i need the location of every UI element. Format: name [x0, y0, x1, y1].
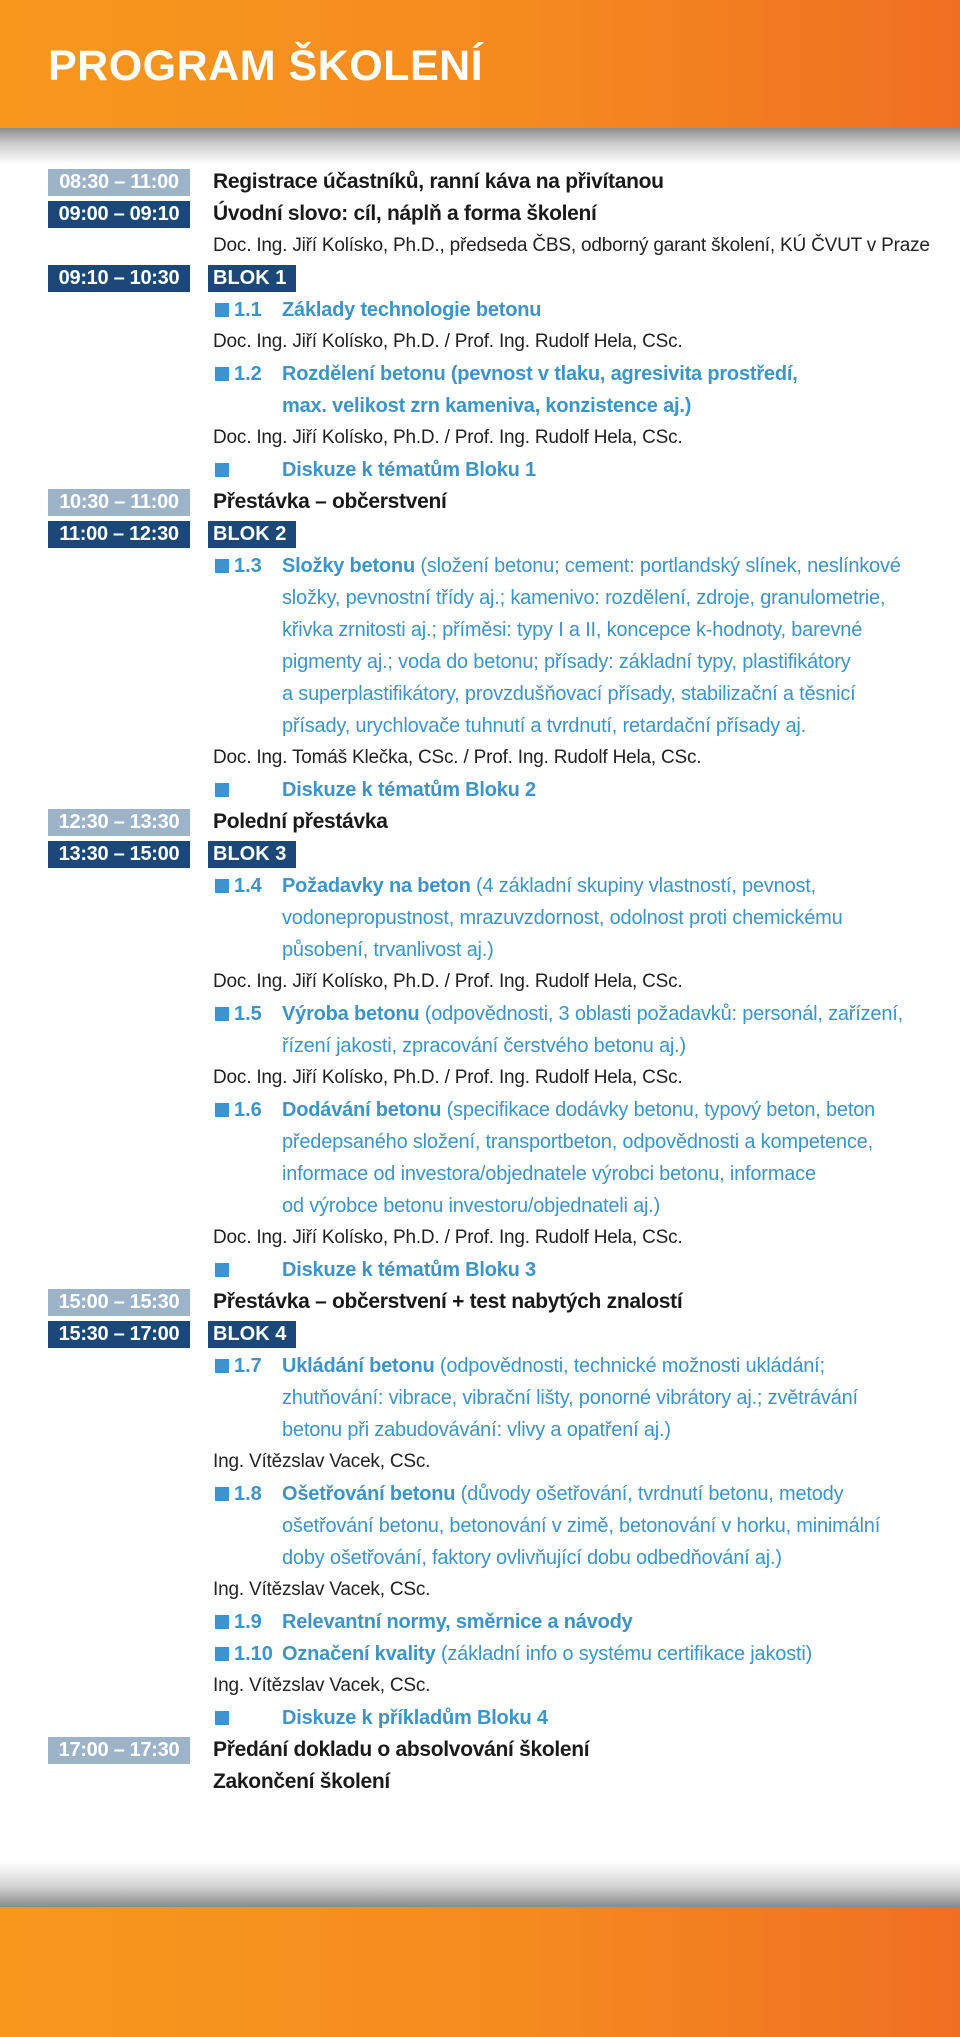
item-description: ošetřování betonu, betonování v zimě, betonování v horku, minimální — [282, 1515, 881, 1537]
item-number: 1.7 — [234, 1355, 262, 1377]
item-text — [282, 454, 942, 486]
block-label: BLOK 2 — [208, 521, 296, 548]
item-text — [282, 998, 942, 1062]
page-title: PROGRAM ŠKOLENÍ — [48, 42, 484, 90]
item-description: (specifikace dodávky betonu, typový beton, beton — [441, 1099, 876, 1121]
item-description: doby ošetřování, faktory ovlivňující dobu odbedňování aj.) — [282, 1547, 782, 1569]
agenda-item — [213, 998, 933, 1062]
item-text — [282, 1638, 942, 1670]
time-slot: 09:10 – 10:30 — [48, 265, 190, 292]
discussion-item — [213, 454, 933, 486]
session-title: Polední přestávka — [213, 810, 388, 833]
item-number: 1.10 — [234, 1643, 273, 1665]
speaker: Doc. Ing. Jiří Kolísko, Ph.D. / Prof. Ing. Rudolf Hela, CSc. — [213, 971, 683, 992]
session-title: Přestávka – občerstvení + test nabytých znalostí — [213, 1290, 683, 1313]
speaker-row — [0, 742, 960, 774]
time-slot: 10:30 – 11:00 — [48, 489, 190, 516]
bullet-square-icon — [215, 559, 229, 573]
item-description: od výrobce betonu investoru/objednateli aj.) — [282, 1195, 661, 1217]
item-description: (odpovědnosti, 3 oblasti požadavků: personál, zařízení, — [419, 1003, 903, 1025]
speaker: Ing. Vítězslav Vacek, CSc. — [213, 1579, 431, 1600]
session-title: Přestávka – občerstvení — [213, 490, 447, 513]
schedule-row — [0, 838, 960, 870]
item-description: a superplastifikátory, provzdušňovací přísady, stabilizační a těsnicí — [282, 683, 856, 705]
bullet-square-icon — [215, 367, 229, 381]
time-slot: 12:30 – 13:30 — [48, 809, 190, 836]
footer-banner — [0, 1907, 960, 2037]
agenda-item — [213, 870, 933, 966]
time-slot: 15:00 – 15:30 — [48, 1289, 190, 1316]
speaker: Doc. Ing. Jiří Kolísko, Ph.D. / Prof. Ing. Rudolf Hela, CSc. — [213, 1227, 683, 1248]
item-description: (4 základní skupiny vlastností, pevnost, — [470, 875, 817, 897]
bullet-square-icon — [215, 1615, 229, 1629]
schedule-row — [0, 1318, 960, 1350]
bullet-square-icon — [215, 1359, 229, 1373]
item-title: Ošetřování betonu — [282, 1483, 456, 1505]
time-slot: 13:30 – 15:00 — [48, 841, 190, 868]
item-description: betonu při zabudovávání: vlivy a opatření aj.) — [282, 1419, 671, 1441]
speaker-row — [0, 1574, 960, 1606]
bullet-square-icon — [215, 879, 229, 893]
item-description: vodonepropustnost, mrazuvzdornost, odolnost proti chemickému — [282, 907, 843, 929]
bullet-square-icon — [215, 463, 229, 477]
speaker: Doc. Ing. Jiří Kolísko, Ph.D. / Prof. Ing. Rudolf Hela, CSc. — [213, 427, 683, 448]
agenda-item — [213, 1350, 933, 1446]
schedule-row — [0, 198, 960, 230]
speaker: Ing. Vítězslav Vacek, CSc. — [213, 1451, 431, 1472]
session-title: Úvodní slovo: cíl, náplň a forma školení — [213, 202, 597, 225]
item-description: křivka zrnitosti aj.; příměsi: typy I a II, koncepce k-hodnoty, barevné — [282, 619, 863, 641]
schedule-row — [0, 806, 960, 838]
item-title: Relevantní normy, směrnice a návody — [282, 1611, 633, 1633]
item-title: Ukládání betonu — [282, 1355, 435, 1377]
item-text — [282, 1094, 942, 1222]
item-description: přísady, urychlovače tuhnutí a tvrdnutí, retardační přísady aj. — [282, 715, 806, 737]
discussion-title: Diskuze k tématům Bloku 2 — [282, 779, 536, 801]
item-text — [282, 1702, 942, 1734]
item-description: (základní info o systému certifikace jakosti) — [435, 1643, 813, 1665]
item-description: (složení betonu; cement: portlandský slínek, neslínkové — [414, 555, 901, 577]
item-number: 1.1 — [234, 299, 262, 321]
speaker: Doc. Ing. Jiří Kolísko, Ph.D. / Prof. Ing. Rudolf Hela, CSc. — [213, 331, 683, 352]
block-label: BLOK 4 — [208, 1321, 296, 1348]
header-banner — [0, 0, 960, 128]
item-description: (odpovědnosti, technické možnosti ukládání; — [434, 1355, 825, 1377]
schedule-row — [0, 166, 960, 198]
agenda-item — [213, 1478, 933, 1574]
time-slot: 08:30 – 11:00 — [48, 169, 190, 196]
item-title-line: Rozdělení betonu (pevnost v tlaku, agresivita prostředí, — [282, 363, 798, 385]
bullet-square-icon — [215, 1487, 229, 1501]
speaker: Doc. Ing. Jiří Kolísko, Ph.D., předseda ČBS, odborný garant školení, KÚ ČVUT v Praze — [213, 235, 930, 256]
item-title: Výroba betonu — [282, 1003, 420, 1025]
session-title: Předání dokladu o absolvování školení — [213, 1738, 590, 1761]
item-text — [282, 294, 942, 326]
session-title: Zakončení školení — [213, 1770, 390, 1793]
speaker-row — [0, 1222, 960, 1254]
bullet-square-icon — [215, 303, 229, 317]
discussion-title: Diskuze k tématům Bloku 1 — [282, 459, 536, 481]
bullet-square-icon — [215, 1103, 229, 1117]
schedule-row — [0, 262, 960, 294]
item-number: 1.6 — [234, 1099, 262, 1121]
item-description: působení, trvanlivost aj.) — [282, 939, 494, 961]
discussion-item — [213, 1702, 933, 1734]
item-title: Dodávání betonu — [282, 1099, 442, 1121]
speaker-row — [0, 966, 960, 998]
item-description: zhutňování: vibrace, vibrační lišty, ponorné vibrátory aj.; zvětrávání — [282, 1387, 858, 1409]
item-number: 1.2 — [234, 363, 262, 385]
speaker-row — [0, 326, 960, 358]
time-slot: 17:00 – 17:30 — [48, 1737, 190, 1764]
item-number: 1.9 — [234, 1611, 262, 1633]
speaker: Doc. Ing. Jiří Kolísko, Ph.D. / Prof. Ing. Rudolf Hela, CSc. — [213, 1067, 683, 1088]
agenda-item — [213, 1606, 933, 1638]
discussion-title: Diskuze k příkladům Bloku 4 — [282, 1707, 548, 1729]
discussion-item — [213, 774, 933, 806]
item-title: Základy technologie betonu — [282, 299, 542, 321]
schedule-row — [0, 1734, 960, 1766]
session-title: Registrace účastníků, ranní káva na přivítanou — [213, 170, 664, 193]
agenda-item — [213, 294, 933, 326]
schedule-row — [0, 518, 960, 550]
item-text — [282, 1254, 942, 1286]
agenda-item — [213, 550, 933, 742]
item-text — [282, 550, 942, 742]
time-slot: 09:00 – 09:10 — [48, 201, 190, 228]
item-text — [282, 1350, 942, 1446]
speaker-row — [0, 422, 960, 454]
header-shadow — [0, 128, 960, 164]
discussion-title: Diskuze k tématům Bloku 3 — [282, 1259, 536, 1281]
item-title-line: max. velikost zrn kameniva, konzistence aj.) — [282, 395, 692, 417]
discussion-item — [213, 1254, 933, 1286]
bullet-square-icon — [215, 1711, 229, 1725]
item-description: pigmenty aj.; voda do betonu; přísady: základní typy, plastifikátory — [282, 651, 851, 673]
speaker-row — [0, 230, 960, 262]
bullet-square-icon — [215, 1647, 229, 1661]
item-description: řízení jakosti, zpracování čerstvého betonu aj.) — [282, 1035, 686, 1057]
item-description: složky, pevnostní třídy aj.; kamenivo: rozdělení, zdroje, granulometrie, — [282, 587, 886, 609]
item-text — [282, 774, 942, 806]
speaker-row — [0, 1446, 960, 1478]
speaker-row — [0, 1062, 960, 1094]
schedule-row — [0, 486, 960, 518]
item-text — [282, 1478, 942, 1574]
item-description: (důvody ošetřování, tvrdnutí betonu, metody — [455, 1483, 844, 1505]
bullet-square-icon — [215, 1263, 229, 1277]
block-label: BLOK 3 — [208, 841, 296, 868]
item-number: 1.3 — [234, 555, 262, 577]
schedule-row — [0, 1286, 960, 1318]
speaker: Doc. Ing. Tomáš Klečka, CSc. / Prof. Ing. Rudolf Hela, CSc. — [213, 747, 702, 768]
item-description: informace od investora/objednatele výrobci betonu, informace — [282, 1163, 816, 1185]
time-slot: 15:30 – 17:00 — [48, 1321, 190, 1348]
footer-shadow — [0, 1862, 960, 1907]
item-text — [282, 870, 942, 966]
item-title: Složky betonu — [282, 555, 415, 577]
item-number: 1.8 — [234, 1483, 262, 1505]
bullet-square-icon — [215, 783, 229, 797]
time-slot: 11:00 – 12:30 — [48, 521, 190, 548]
speaker-row — [0, 1670, 960, 1702]
item-text — [282, 1606, 942, 1638]
block-label: BLOK 1 — [208, 265, 296, 292]
item-number: 1.5 — [234, 1003, 262, 1025]
agenda-item — [213, 358, 933, 422]
bullet-square-icon — [215, 1007, 229, 1021]
item-text — [282, 358, 942, 422]
item-number: 1.4 — [234, 875, 262, 897]
item-description: předepsaného složení, transportbeton, odpovědnosti a kompetence, — [282, 1131, 873, 1153]
speaker: Ing. Vítězslav Vacek, CSc. — [213, 1675, 431, 1696]
item-title: Označení kvality — [282, 1643, 436, 1665]
agenda-item — [213, 1094, 933, 1222]
agenda-item — [213, 1638, 933, 1670]
item-title: Požadavky na beton — [282, 875, 471, 897]
schedule-row — [0, 1766, 960, 1798]
